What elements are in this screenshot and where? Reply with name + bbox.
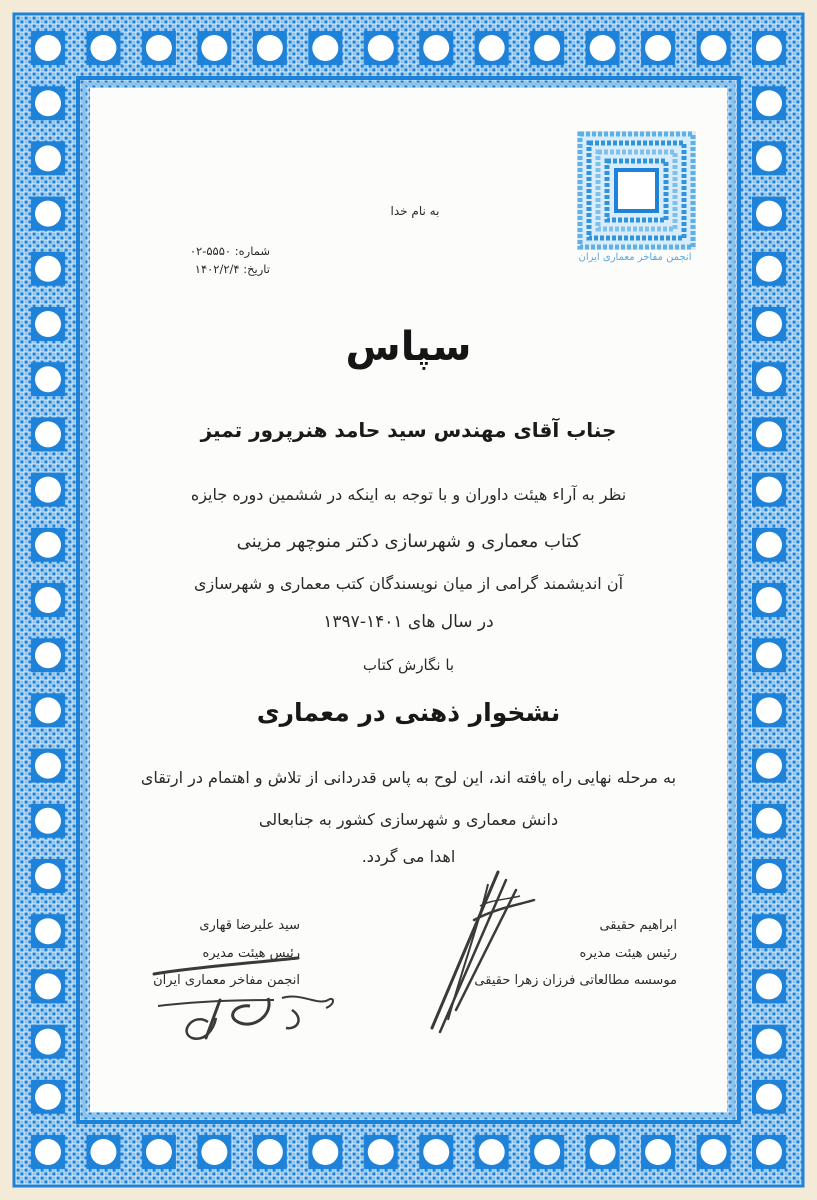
reference-date: تاریخ: ۱۴۰۲/۲/۴: [194, 262, 270, 276]
years-line: در سال های ۱۴۰۱-۱۳۹۷: [323, 612, 494, 632]
left-signatory-role: رئیس هیئت مدیره: [202, 946, 300, 961]
right-signatory-role: رئیس هیئت مدیره: [579, 946, 677, 961]
body-line: نظر به آراء هیئت داوران و با توجه به اینکه در ششمین دوره جایزه: [190, 485, 627, 504]
association-logo-icon: [577, 131, 696, 250]
body-line: به مرحله نهایی راه یافته اند، این لوح به پاس قدردانی از تلاش و اهتمام در ارتقای: [140, 768, 677, 787]
left-signatory-organization: انجمن مفاخر معماری ایران: [153, 973, 300, 988]
certificate-title: سپاس: [345, 324, 472, 370]
left-signatory-name: سید علیرضا قهاری: [199, 918, 300, 933]
logo-caption: انجمن مفاخر معماری ایران: [578, 252, 692, 263]
bismillah-heading: به نام خدا: [390, 204, 440, 218]
recipient-name: جناب آقای مهندس سید حامد هنرپرور تمیز: [200, 418, 617, 442]
right-signatory-organization: موسسه مطالعاتی فرزان زهرا حقیقی: [474, 973, 677, 988]
award-name-line: کتاب معماری و شهرسازی دکتر منوچهر مزینی: [236, 531, 581, 552]
left-signature-mark: [150, 948, 340, 1048]
book-title: نشخوار ذهنی در معماری: [256, 698, 561, 727]
body-line: دانش معماری و شهرسازی کشور به جنابعالی: [258, 810, 559, 829]
body-line: اهدا می گردد.: [361, 847, 456, 866]
reference-number: شماره: ۵۵۵۰-۰۲: [189, 244, 270, 258]
body-line: با نگارش کتاب: [362, 656, 455, 674]
right-signature-mark: [410, 860, 540, 1040]
right-signatory-name: ابراهیم حقیقی: [599, 918, 677, 933]
body-line: آن اندیشمند گرامی از میان نویسندگان کتب معماری و شهرسازی: [193, 574, 624, 593]
